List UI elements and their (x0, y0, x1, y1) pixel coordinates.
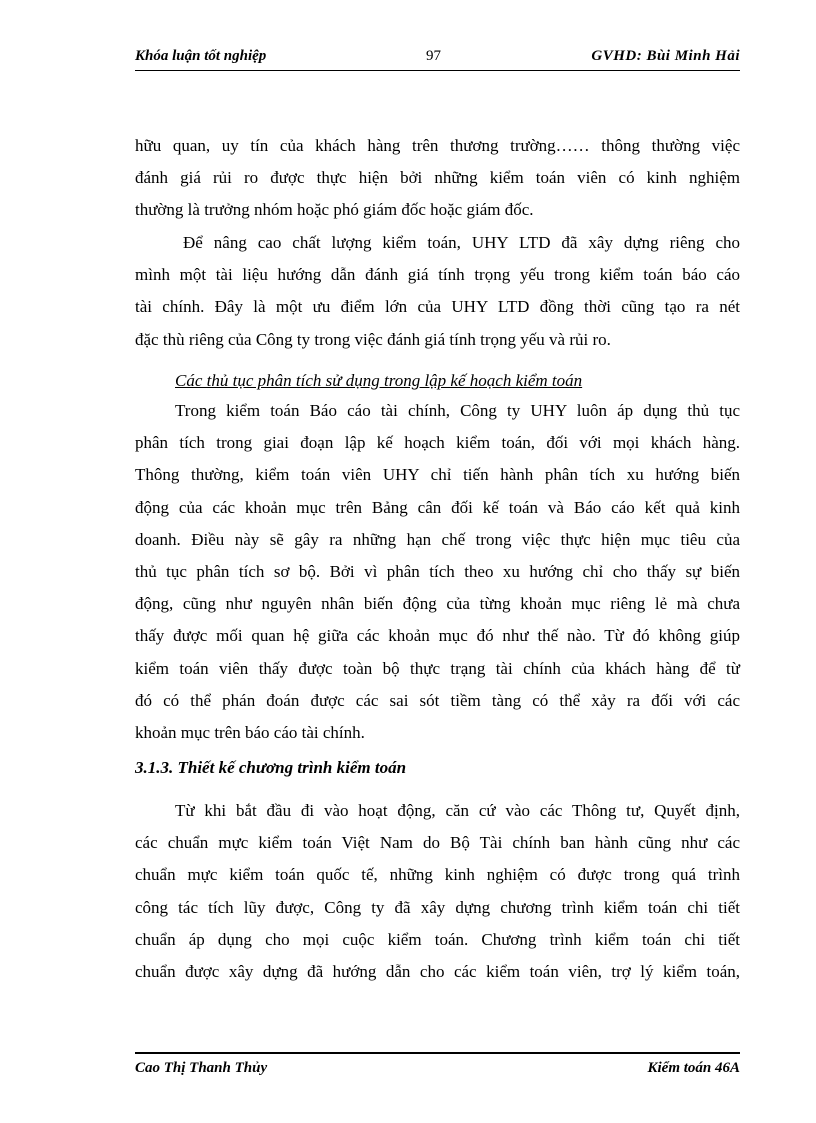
text-line: hữu quan, uy tín của khách hàng trên thương trường…… thông thường việc (135, 136, 740, 155)
header-supervisor: GVHD: Bùi Minh Hải (591, 48, 740, 64)
section-title: 3.1.3. Thiết kế chương trình kiểm toán (135, 758, 407, 777)
paragraph-1 (135, 130, 740, 227)
text-line: đặc thù riêng của Công ty trong việc đánh giá tính trọng yếu và rủi ro. (135, 329, 611, 349)
header-page-number: 97 (426, 48, 441, 64)
text-line: công tác tích lũy được, Công ty đã xây dựng chương trình kiểm toán chi tiết (135, 897, 740, 917)
page-header (135, 46, 740, 71)
text-line: khoản mục trên báo cáo tài chính. (135, 722, 365, 742)
paragraph-3 (135, 395, 740, 749)
text-line: doanh. Điều này sẽ gây ra những hạn chế trong việc thực hiện mục tiêu của (135, 529, 740, 549)
page-footer (135, 1052, 740, 1082)
subheading-analytical-procedures: Các thủ tục phân tích sử dụng trong lập kế hoạch kiểm toán (175, 371, 583, 390)
footer-author: Cao Thị Thanh Thủy (135, 1060, 268, 1076)
text-line: chuẩn được xây dựng đã hướng dẫn cho các kiểm toán viên, trợ lý kiểm toán, (135, 961, 740, 981)
header-thesis-title: Khóa luận tốt nghiệp (135, 48, 267, 64)
text-line: chuẩn mực kiểm toán quốc tế, những kinh nghiệm có được trong quá trình (135, 865, 740, 885)
paragraph-2 (135, 227, 740, 356)
text-line: tài chính. Đây là một ưu điểm lớn của UHY LTD đồng thời cũng tạo ra nét (135, 297, 740, 317)
text-line: các chuẩn mực kiểm toán Việt Nam do Bộ Tài chính ban hành cũng như các (135, 833, 740, 853)
paragraph-4 (135, 795, 740, 988)
text-line: đó có thể phán đoán được các sai sót tiềm tàng có thể xảy ra đối với các (135, 690, 740, 710)
text-line: động của các khoản mục trên Bảng cân đối kế toán và Báo cáo kết quả kinh (135, 497, 740, 517)
text-line: động, cũng như nguyên nhân biến động của từng khoản mục riêng lẻ mà chưa (135, 594, 740, 614)
text-line: thủ tục phân tích sơ bộ. Bởi vì phân tích theo xu hướng chỉ cho thấy sự biến (135, 561, 740, 581)
text-line: đánh giá rủi ro được thực hiện bởi những kiểm toán viên có kinh nghiệm (135, 168, 740, 188)
text-line: kiểm toán viên thấy được toàn bộ thực trạng tài chính của khách hàng để từ (135, 658, 740, 678)
text-line: Thông thường, kiểm toán viên UHY chỉ tiến hành phân tích xu hướng biến (135, 465, 740, 485)
text-line: thường là trưởng nhóm hoặc phó giám đốc hoặc giám đốc. (135, 200, 534, 220)
text-line: Trong kiểm toán Báo cáo tài chính, Công ty UHY luôn áp dụng thủ tục (175, 401, 740, 420)
text-line: mình một tài liệu hướng dẫn đánh giá tính trọng yếu trong kiểm toán báo cáo (135, 265, 740, 285)
text-line: phân tích trong giai đoạn lập kế hoạch kiểm toán, đối với mọi khách hàng. (135, 433, 740, 453)
text-line: chuẩn áp dụng cho mọi cuộc kiểm toán. Chương trình kiểm toán chi tiết (135, 929, 740, 949)
text-line: thấy được mối quan hệ giữa các khoản mục đó như thế nào. Từ đó không giúp (135, 626, 740, 646)
footer-class: Kiểm toán 46A (647, 1060, 740, 1076)
text-line: Để nâng cao chất lượng kiểm toán, UHY LTD đã xây dựng riêng cho (183, 233, 740, 252)
text-line: Từ khi bắt đầu đi vào hoạt động, căn cứ vào các Thông tư, Quyết định, (175, 801, 740, 820)
